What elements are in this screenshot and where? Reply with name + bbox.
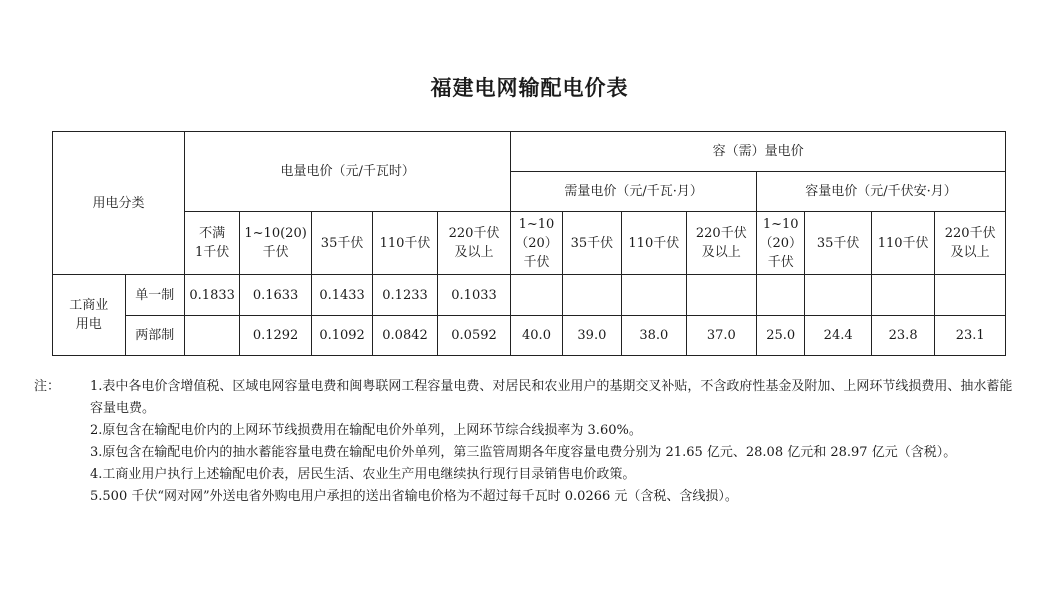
col-header: 220千伏 及以上 [437,212,511,275]
table-cell [686,275,757,316]
col-header: 220千伏 及以上 [686,212,757,275]
note-item: 5.500 千伏“网对网”外送电省外购电用户承担的送出省输电价格为不超过每千瓦时 0.0266 元（含税、含线损）。 [90,489,738,504]
table-cell [935,275,1006,316]
table-cell: 0.1433 [311,275,372,316]
table-cell: 24.4 [805,316,871,356]
page-title: 福建电网输配电价表 [430,75,629,100]
col-header: 220千伏 及以上 [935,212,1006,275]
table-cell [622,275,686,316]
capacity-sub-header: 容量电价（元/千伏安·月） [757,172,1006,212]
table-cell: 0.1633 [240,275,312,316]
notes-section [34,376,1022,508]
col-header: 1~10 （20） 千伏 [757,212,805,275]
table-cell: 23.1 [935,316,1006,356]
table-cell: 0.1233 [373,275,437,316]
tariff-table [52,131,1006,356]
notes-prefix: 注： [34,379,61,394]
table-cell: 23.8 [871,316,934,356]
table-cell: 37.0 [686,316,757,356]
table-cell [184,316,239,356]
table-row [53,316,1006,356]
col-header: 110千伏 [622,212,686,275]
table-cell [511,275,562,316]
col-header: 不满 1千伏 [184,212,239,275]
table-cell [871,275,934,316]
row-label: 单一制 [125,275,184,316]
note-item: 4.工商业用户执行上述输配电价表，居民生活、农业生产用电继续执行现行目录销售电价政策。 [90,467,636,482]
table-cell: 25.0 [757,316,805,356]
col-header: 35千伏 [805,212,871,275]
table-cell: 0.0592 [437,316,511,356]
table-cell: 0.1292 [240,316,312,356]
col-header: 35千伏 [311,212,372,275]
col-header: 110千伏 [373,212,437,275]
user-type-label: 工商业 用电 [53,275,126,356]
note-item [34,376,1022,420]
note-item: 3.原包含在输配电价内的抽水蓄能容量电费在输配电价外单列，第三监管周期各年度容量电费分别为 21.65 亿元、28.08 亿元和 28.97 亿元（含税）。 [90,445,957,460]
col-header: 1~10(20) 千伏 [240,212,312,275]
capacity-price-header: 容（需）量电价 [511,132,1006,172]
demand-price-header: 需量电价（元/千瓦·月） [511,172,757,212]
table-cell [562,275,621,316]
energy-price-header: 电量电价（元/千瓦时） [184,132,510,212]
table-cell: 39.0 [562,316,621,356]
col-header: 1~10 （20） 千伏 [511,212,562,275]
table-cell: 40.0 [511,316,562,356]
table-cell: 0.1092 [311,316,372,356]
note-item: 2.原包含在输配电价内的上网环节线损费用在输配电价外单列，上网环节综合线损率为 3.60%。 [90,423,642,438]
table-cell: 0.1033 [437,275,511,316]
table-cell: 0.1833 [184,275,239,316]
col-header: 35千伏 [562,212,621,275]
table-cell [757,275,805,316]
col-header: 110千伏 [871,212,934,275]
table-cell [805,275,871,316]
table-row [53,275,1006,316]
table-cell: 0.0842 [373,316,437,356]
row-label: 两部制 [125,316,184,356]
category-header: 用电分类 [53,132,185,275]
note-text: 1.表中各电价含增值税、区域电网容量电费和闽粤联网工程容量电费、对居民和农业用户的基期交叉补贴，不含政府性基金及附加、上网环节线损费用、抽水蓄能容量电费。 [90,379,1013,416]
table-cell: 38.0 [622,316,686,356]
